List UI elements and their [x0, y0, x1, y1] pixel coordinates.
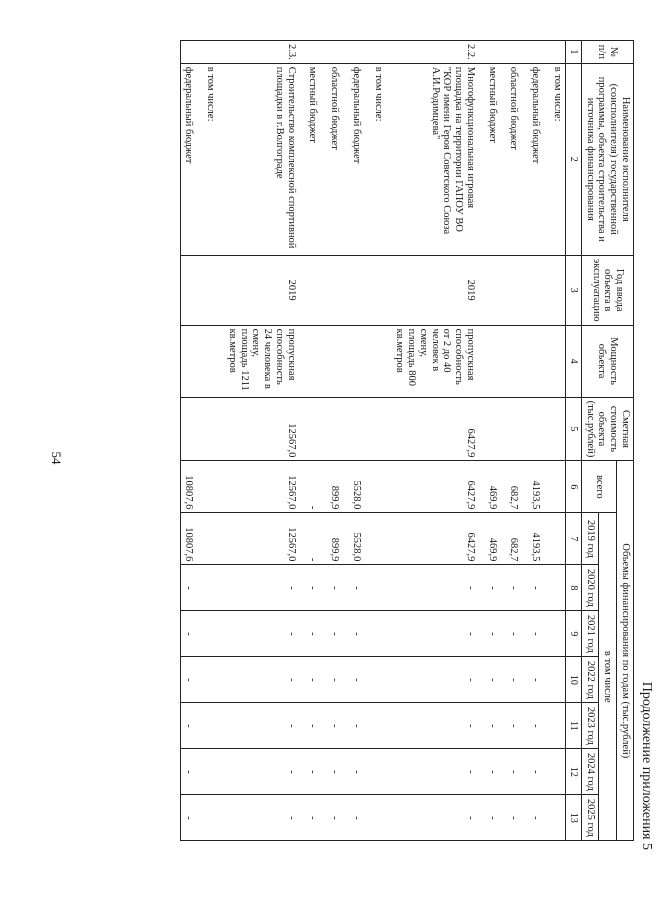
row-year-value-cell: -	[326, 749, 348, 795]
table-row	[506, 41, 528, 841]
row-num-cell	[202, 41, 224, 64]
row-2019-cell: 6427,9	[392, 513, 484, 565]
row-total-cell	[202, 461, 224, 513]
row-year-cell	[370, 255, 392, 325]
header-name: Наименование исполнителя (соисполнителя) государственной программы, объекта строительства и источника финансирования	[582, 63, 634, 255]
row-name-cell: федеральный бюджет	[180, 63, 202, 255]
header-estimated-cost: Сметная стоимость объекта (тыс.рублей)	[582, 397, 634, 461]
row-total-cell: 4193,5	[527, 461, 549, 513]
row-cost-cell	[202, 397, 224, 461]
table-row	[180, 41, 202, 841]
table-row	[392, 41, 484, 841]
row-year-value-cell: -	[506, 611, 528, 657]
rotated-page-content	[150, 40, 660, 860]
header-year: 2025 год	[582, 795, 599, 841]
column-index-cell: 10	[565, 657, 581, 703]
row-year-value-cell	[549, 565, 565, 611]
table-row	[370, 41, 392, 841]
row-cost-cell	[506, 397, 528, 461]
row-year-value-cell: -	[348, 703, 370, 749]
row-cost-cell	[326, 397, 348, 461]
row-capacity-cell	[549, 325, 565, 397]
row-year-value-cell: -	[180, 657, 202, 703]
row-year-value-cell: -	[392, 565, 484, 611]
row-2019-cell: 4193,5	[527, 513, 549, 565]
row-year-value-cell: -	[305, 703, 327, 749]
row-year-cell	[506, 255, 528, 325]
row-cost-cell	[527, 397, 549, 461]
row-year-value-cell: -	[180, 565, 202, 611]
table-row	[326, 41, 348, 841]
row-2019-cell	[549, 513, 565, 565]
row-year-cell	[527, 255, 549, 325]
row-year-value-cell: -	[305, 749, 327, 795]
row-year-cell: 2019	[224, 255, 305, 325]
row-name-cell: областной бюджет	[506, 63, 528, 255]
row-year-value-cell	[549, 657, 565, 703]
row-total-cell: 899,9	[326, 461, 348, 513]
row-name-cell: в том числе:	[202, 63, 224, 255]
row-total-cell	[370, 461, 392, 513]
row-year-value-cell: -	[484, 565, 506, 611]
column-index-cell: 4	[565, 325, 581, 397]
row-year-value-cell	[202, 657, 224, 703]
row-year-cell: 2019	[392, 255, 484, 325]
row-year-value-cell: -	[506, 565, 528, 611]
row-year-value-cell: -	[484, 657, 506, 703]
row-capacity-cell	[305, 325, 327, 397]
column-index-cell: 1	[565, 41, 581, 64]
column-index-cell: 3	[565, 255, 581, 325]
row-num-cell	[180, 41, 202, 64]
header-year-in: Год ввода объекта в эксплуатацию	[582, 255, 634, 325]
row-year-cell	[348, 255, 370, 325]
header-year: 2019 год	[582, 513, 599, 565]
header-year: 2022 год	[582, 657, 599, 703]
row-year-value-cell: -	[224, 611, 305, 657]
row-year-value-cell: -	[326, 657, 348, 703]
row-year-value-cell: -	[527, 703, 549, 749]
row-num-cell	[370, 41, 392, 64]
row-year-value-cell	[549, 795, 565, 841]
row-year-cell	[202, 255, 224, 325]
row-year-value-cell: -	[392, 749, 484, 795]
header-year: 2023 год	[582, 703, 599, 749]
row-year-value-cell: -	[326, 795, 348, 841]
row-year-cell	[180, 255, 202, 325]
row-total-cell: 5528,0	[348, 461, 370, 513]
row-year-value-cell	[370, 795, 392, 841]
funding-table	[180, 40, 634, 841]
row-year-value-cell: -	[527, 611, 549, 657]
row-capacity-cell	[484, 325, 506, 397]
row-capacity-cell	[202, 325, 224, 397]
row-capacity-cell: пропускная способность 24 человека в смену, площадь 1211 кв.метров	[224, 325, 305, 397]
row-year-value-cell: -	[326, 703, 348, 749]
header-total: всего	[582, 461, 617, 513]
row-cost-cell: 6427,9	[392, 397, 484, 461]
row-year-value-cell: -	[348, 749, 370, 795]
row-year-value-cell: -	[305, 657, 327, 703]
row-year-value-cell	[370, 657, 392, 703]
row-capacity-cell: пропускная способность от 2 до 40 человек в смену, площадь 800 кв.метров	[392, 325, 484, 397]
index-row	[565, 41, 581, 841]
row-name-cell: федеральный бюджет	[527, 63, 549, 255]
row-year-value-cell: -	[180, 703, 202, 749]
table-row	[527, 41, 549, 841]
header-year: 2021 год	[582, 611, 599, 657]
row-year-cell	[484, 255, 506, 325]
row-year-value-cell	[549, 703, 565, 749]
row-year-value-cell: -	[305, 611, 327, 657]
table-row	[348, 41, 370, 841]
row-2019-cell: 5528,0	[348, 513, 370, 565]
column-index-cell: 13	[565, 795, 581, 841]
row-total-cell: 12567,0	[224, 461, 305, 513]
row-year-value-cell: -	[392, 657, 484, 703]
column-index-cell: 9	[565, 611, 581, 657]
header-year: 2020 год	[582, 565, 599, 611]
row-cost-cell	[549, 397, 565, 461]
row-2019-cell	[202, 513, 224, 565]
row-total-cell: 10807,6	[180, 461, 202, 513]
row-year-value-cell	[549, 611, 565, 657]
table-body	[180, 41, 565, 841]
row-year-value-cell: -	[392, 611, 484, 657]
row-num-cell	[506, 41, 528, 64]
header-incl: в том числе	[598, 513, 617, 841]
row-2019-cell: 469,9	[484, 513, 506, 565]
row-name-cell: местный бюджет	[484, 63, 506, 255]
table-row	[224, 41, 305, 841]
table-row	[202, 41, 224, 841]
row-num-cell	[305, 41, 327, 64]
row-year-value-cell	[202, 703, 224, 749]
row-name-cell: местный бюджет	[305, 63, 327, 255]
column-index-cell: 2	[565, 63, 581, 255]
row-capacity-cell	[506, 325, 528, 397]
row-year-value-cell	[549, 749, 565, 795]
page-number: 54	[49, 451, 64, 465]
row-year-value-cell: -	[527, 657, 549, 703]
row-year-value-cell: -	[527, 795, 549, 841]
row-2019-cell: 682,7	[506, 513, 528, 565]
row-year-value-cell: -	[506, 703, 528, 749]
header-funding-group: Объемы финансирования по годам (тыс.рублей)	[617, 461, 634, 841]
row-year-value-cell: -	[224, 657, 305, 703]
column-index-cell: 5	[565, 397, 581, 461]
column-index-cell: 12	[565, 749, 581, 795]
row-year-value-cell	[202, 795, 224, 841]
column-index-cell: 6	[565, 461, 581, 513]
row-year-value-cell	[202, 749, 224, 795]
row-2019-cell: 12567,0	[224, 513, 305, 565]
column-index-cell: 11	[565, 703, 581, 749]
row-year-value-cell: -	[224, 565, 305, 611]
row-year-value-cell: -	[326, 565, 348, 611]
row-year-cell	[549, 255, 565, 325]
row-year-value-cell: -	[484, 703, 506, 749]
row-capacity-cell	[180, 325, 202, 397]
row-year-value-cell	[202, 611, 224, 657]
row-num-cell	[348, 41, 370, 64]
row-num-cell	[484, 41, 506, 64]
row-num-cell	[549, 41, 565, 64]
row-num-cell	[326, 41, 348, 64]
row-name-cell: Многофункциональная игровая площадка на территории ГАПОУ ВО "КОР имени Героя Советского Союза А.И.Родимцева"	[392, 63, 484, 255]
row-year-value-cell: -	[506, 749, 528, 795]
row-num-cell: 2.3.	[224, 41, 305, 64]
continuation-title: Продолжение приложения 5	[639, 681, 654, 850]
row-year-value-cell: -	[305, 795, 327, 841]
table-row	[484, 41, 506, 841]
row-capacity-cell	[348, 325, 370, 397]
row-year-value-cell: -	[348, 795, 370, 841]
header-capacity: Мощность объекта	[582, 325, 634, 397]
row-name-cell: в том числе:	[370, 63, 392, 255]
row-year-value-cell: -	[348, 565, 370, 611]
row-year-value-cell: -	[224, 703, 305, 749]
row-cost-cell	[305, 397, 327, 461]
row-year-value-cell	[370, 749, 392, 795]
row-2019-cell: -	[305, 513, 327, 565]
row-year-value-cell: -	[484, 795, 506, 841]
row-total-cell: 682,7	[506, 461, 528, 513]
row-year-value-cell	[202, 565, 224, 611]
row-year-cell	[326, 255, 348, 325]
row-num-cell	[527, 41, 549, 64]
row-year-value-cell: -	[180, 795, 202, 841]
row-year-value-cell: -	[326, 611, 348, 657]
row-total-cell: -	[305, 461, 327, 513]
row-capacity-cell	[326, 325, 348, 397]
row-capacity-cell	[370, 325, 392, 397]
row-year-value-cell: -	[506, 795, 528, 841]
row-name-cell: областной бюджет	[326, 63, 348, 255]
column-index-cell: 7	[565, 513, 581, 565]
row-year-value-cell: -	[506, 657, 528, 703]
table-row	[549, 41, 565, 841]
row-year-value-cell: -	[305, 565, 327, 611]
row-year-value-cell: -	[180, 749, 202, 795]
row-year-value-cell: -	[392, 703, 484, 749]
row-2019-cell: 10807,6	[180, 513, 202, 565]
header-row-1	[617, 41, 634, 841]
row-year-cell	[305, 255, 327, 325]
header-year: 2024 год	[582, 749, 599, 795]
row-total-cell: 469,9	[484, 461, 506, 513]
row-name-cell: федеральный бюджет	[348, 63, 370, 255]
row-year-value-cell: -	[224, 749, 305, 795]
row-year-value-cell: -	[348, 611, 370, 657]
row-cost-cell	[370, 397, 392, 461]
row-year-value-cell: -	[484, 749, 506, 795]
row-year-value-cell: -	[484, 611, 506, 657]
row-year-value-cell: -	[348, 657, 370, 703]
column-index-cell: 8	[565, 565, 581, 611]
row-cost-cell	[484, 397, 506, 461]
row-year-value-cell: -	[527, 565, 549, 611]
table-row	[305, 41, 327, 841]
row-total-cell	[549, 461, 565, 513]
row-name-cell: Строительство комплексной спортивной площадки в г.Волгограде	[224, 63, 305, 255]
row-num-cell: 2.2.	[392, 41, 484, 64]
row-year-value-cell	[370, 611, 392, 657]
row-year-value-cell: -	[224, 795, 305, 841]
row-cost-cell	[348, 397, 370, 461]
row-year-value-cell: -	[180, 611, 202, 657]
row-2019-cell: 899,9	[326, 513, 348, 565]
row-year-value-cell: -	[392, 795, 484, 841]
row-capacity-cell	[527, 325, 549, 397]
row-year-value-cell: -	[527, 749, 549, 795]
row-total-cell: 6427,9	[392, 461, 484, 513]
row-year-value-cell	[370, 703, 392, 749]
header-num: № п/п	[582, 41, 634, 64]
row-2019-cell	[370, 513, 392, 565]
row-cost-cell: 12567,0	[224, 397, 305, 461]
row-name-cell: в том числе:	[549, 63, 565, 255]
row-cost-cell	[180, 397, 202, 461]
row-year-value-cell	[370, 565, 392, 611]
